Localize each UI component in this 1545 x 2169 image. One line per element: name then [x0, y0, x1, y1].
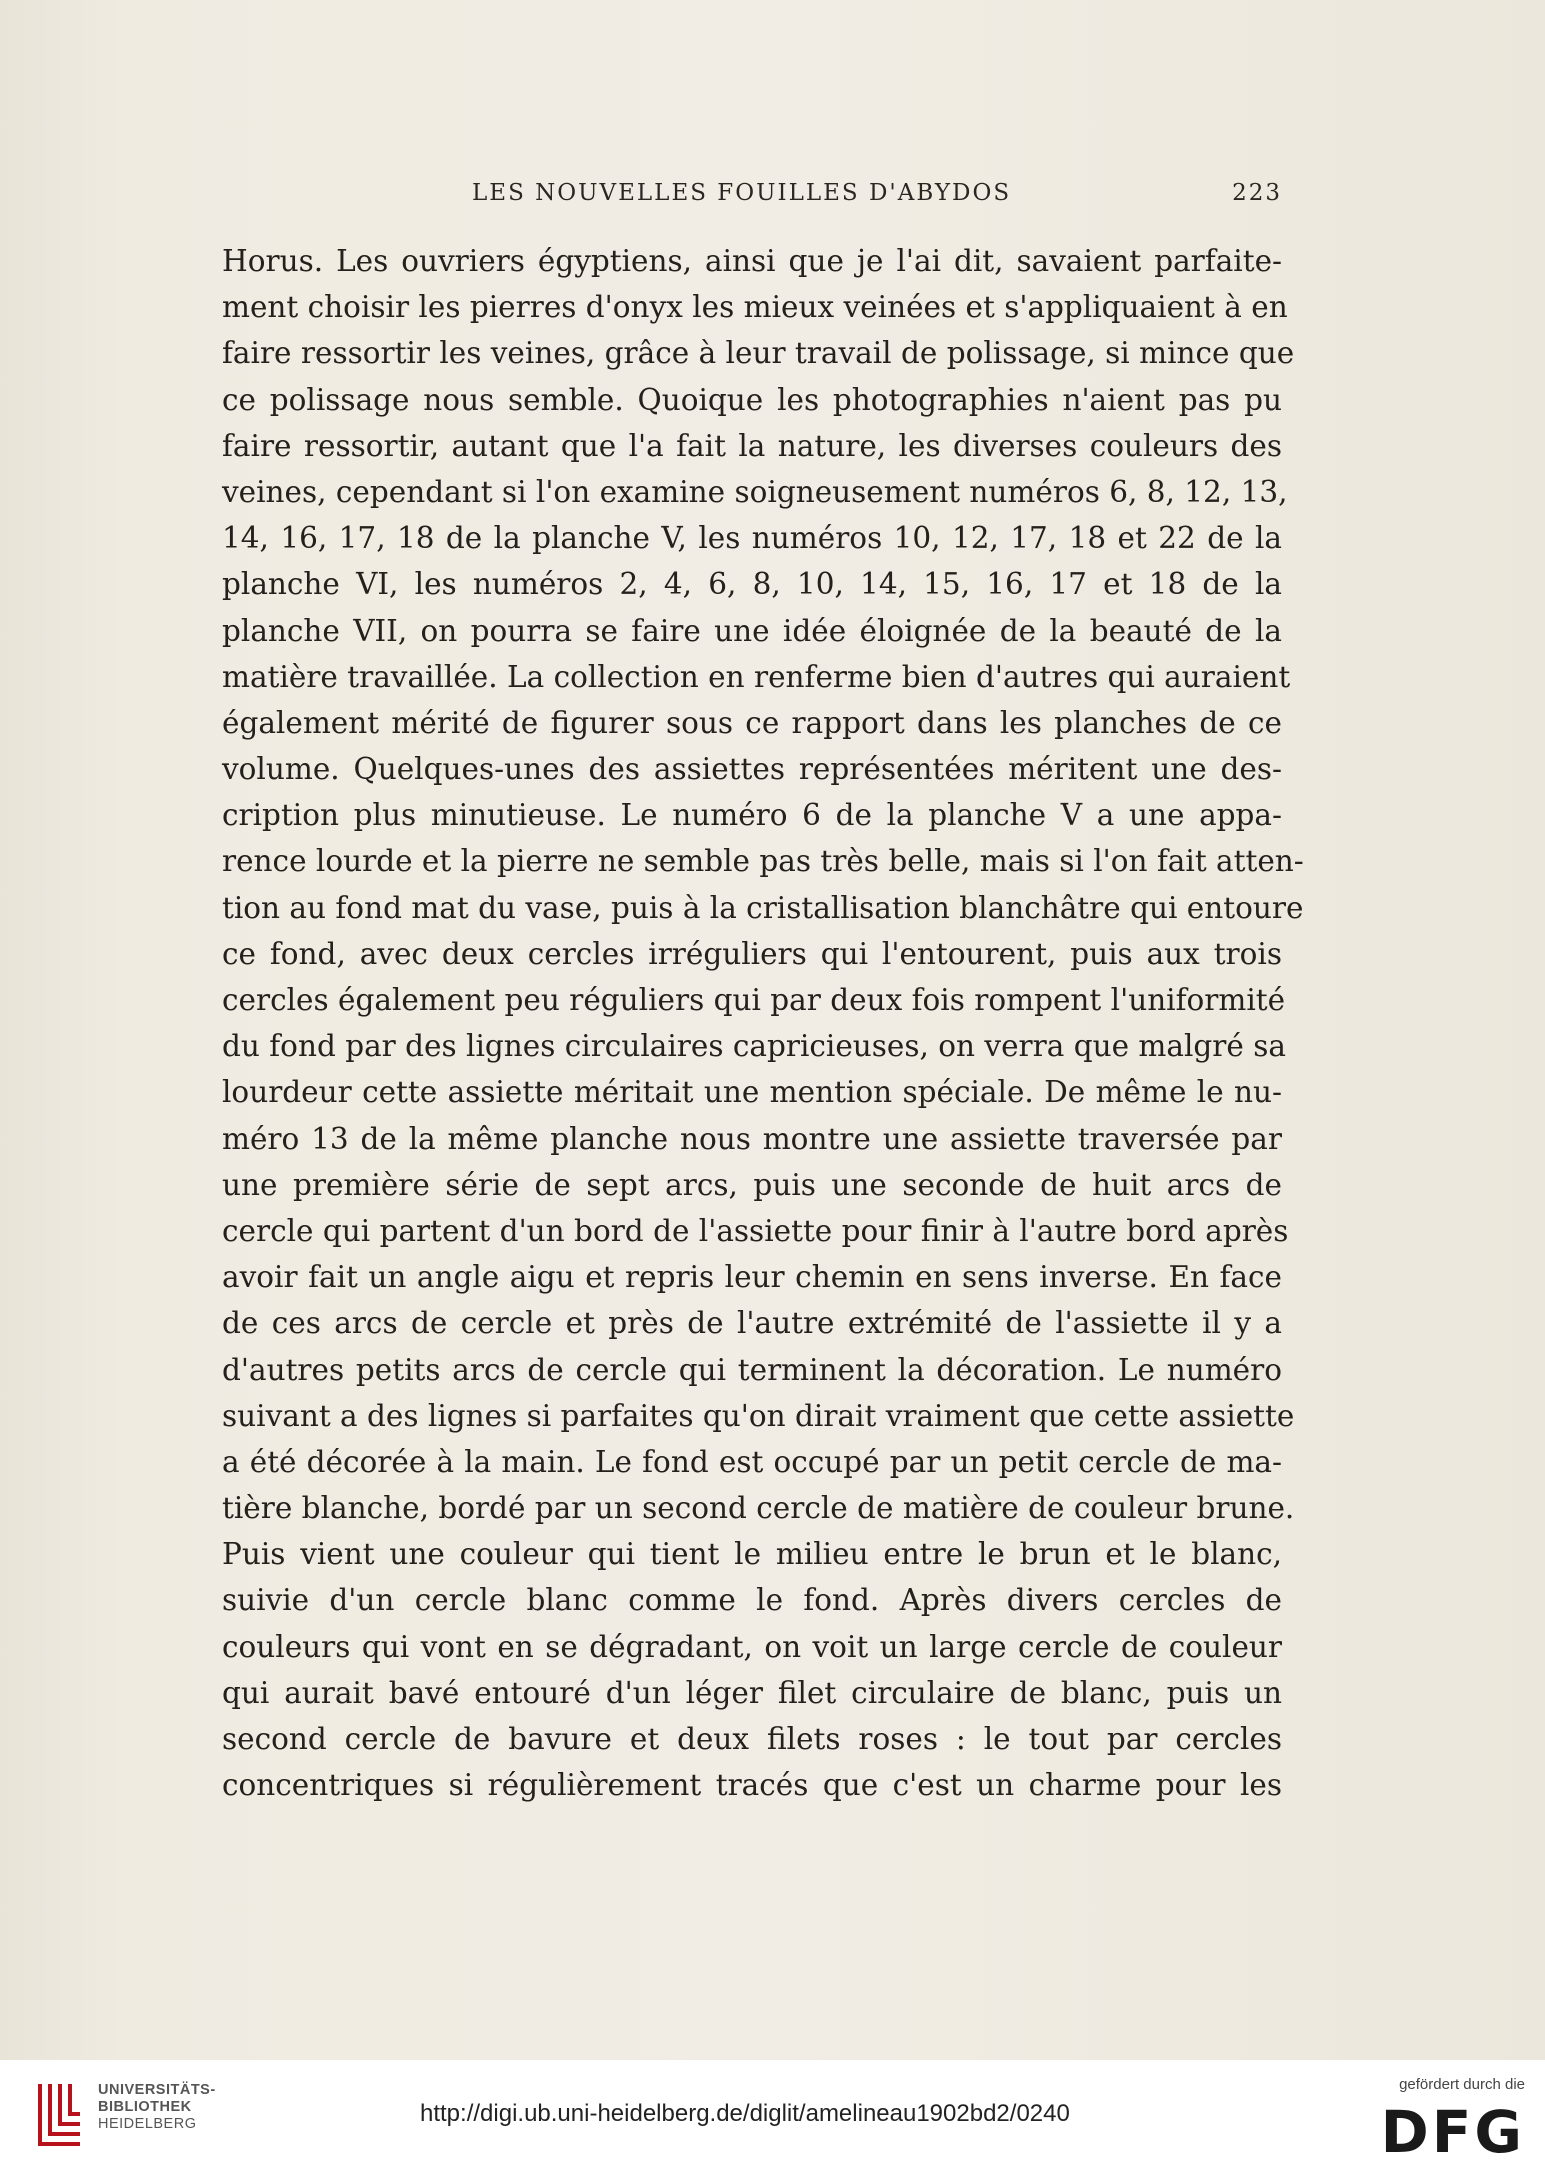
text-line: du fond par des lignes circulaires capricieuses, on verra que malgré sa — [222, 1029, 1286, 1064]
text-line: d'autres petits arcs de cercle qui terminent la décoration. Le numéro — [222, 1352, 1282, 1387]
text-line: cercles également peu réguliers qui par deux fois rompent l'uniformité — [222, 983, 1286, 1017]
library-name — [98, 2082, 216, 2133]
text-line: de ces arcs de cercle et près de l'autre extrémité de l'assiette il y a — [222, 1306, 1282, 1341]
footer-bar — [0, 2060, 1545, 2169]
text-line: une première série de sept arcs, puis une seconde de huit arcs de — [222, 1167, 1282, 1202]
body-text — [222, 238, 1304, 1808]
text-line: ce polissage nous semble. Quoique les photographies n'aient pas pu — [222, 382, 1282, 417]
text-line: tière blanche, bordé par un second cercle de matière de couleur brune. — [222, 1491, 1295, 1526]
text-line: matière travaillée. La collection en renferme bien d'autres qui auraient — [222, 659, 1291, 694]
text-line: cription plus minutieuse. Le numéro 6 de la planche V a une appa- — [222, 798, 1282, 833]
text-line: cercle qui partent d'un bord de l'assiette pour finir à l'autre bord après — [222, 1213, 1289, 1248]
text-line: 14, 16, 17, 18 de la planche V, les numéros 10, 12, 17, 18 et 22 de la — [222, 521, 1282, 556]
text-line: qui aurait bavé entouré d'un léger filet circulaire de blanc, puis un — [222, 1675, 1282, 1710]
dfg-logo: DFG — [1380, 2098, 1525, 2166]
page-number: 223 — [1232, 180, 1282, 206]
text-line: planche VI, les numéros 2, 4, 6, 8, 10, 14, 15, 16, 17 et 18 de la — [222, 567, 1282, 602]
text-line: faire ressortir les veines, grâce à leur travail de polissage, si mince que — [222, 336, 1295, 371]
text-line: concentriques si régulièrement tracés que c'est un charme pour les — [222, 1768, 1282, 1803]
text-line: lourdeur cette assiette méritait une mention spéciale. De même le nu- — [222, 1075, 1282, 1110]
text-line: a été décorée à la main. Le fond est occupé par un petit cercle de ma- — [222, 1444, 1282, 1479]
running-title: LES NOUVELLES FOUILLES D'ABYDOS — [472, 180, 1012, 206]
text-line: suivant a des lignes si parfaites qu'on dirait vraiment que cette assiette — [222, 1398, 1295, 1433]
text-line: méro 13 de la même planche nous montre une assiette traversée par — [222, 1121, 1282, 1156]
running-header — [222, 180, 1282, 216]
text-line: faire ressortir, autant que l'a fait la nature, les diverses couleurs des — [222, 428, 1282, 463]
text-line: suivie d'un cercle blanc comme le fond. Après divers cercles de — [222, 1583, 1282, 1618]
text-line: volume. Quelques-unes des assiettes représentées méritent une des- — [222, 752, 1282, 787]
library-name-line: UNIVERSITÄTS- — [98, 2082, 216, 2098]
source-url-link[interactable]: http://digi.ub.uni-heidelberg.de/diglit/amelineau1902bd2/0240 — [420, 2100, 1070, 2127]
text-line: rence lourde et la pierre ne semble pas très belle, mais si l'on fait atten- — [222, 844, 1304, 879]
text-line: couleurs qui vont en se dégradant, on voit un large cercle de couleur — [222, 1629, 1282, 1664]
text-line: second cercle de bavure et deux filets roses : le tout par cercles — [222, 1722, 1282, 1756]
text-line: ment choisir les pierres d'onyx les mieux veinées et s'appliquaient à en — [222, 290, 1288, 325]
university-library-logo — [30, 2078, 90, 2150]
library-name-line: BIBLIOTHEK — [98, 2099, 192, 2115]
text-line: Horus. Les ouvriers égyptiens, ainsi que je l'ai dit, savaient parfaite- — [222, 244, 1282, 278]
text-line: également mérité de figurer sous ce rapport dans les planches de ce — [222, 705, 1282, 740]
text-line: Puis vient une couleur qui tient le milieu entre le brun et le blanc, — [222, 1537, 1282, 1572]
text-line: avoir fait un angle aigu et repris leur chemin en sens inverse. En face — [222, 1260, 1282, 1295]
text-line: ce fond, avec deux cercles irréguliers qui l'entourent, puis aux trois — [222, 936, 1282, 971]
funded-by-label: gefördert durch die — [1399, 2076, 1525, 2093]
text-line: tion au fond mat du vase, puis à la cristallisation blanchâtre qui entoure — [222, 890, 1304, 925]
library-name-line: HEIDELBERG — [98, 2116, 197, 2132]
text-line: planche VII, on pourra se faire une idée éloignée de la beauté de la — [222, 613, 1282, 648]
text-line: veines, cependant si l'on examine soigneusement numéros 6, 8, 12, 13, — [222, 474, 1288, 509]
